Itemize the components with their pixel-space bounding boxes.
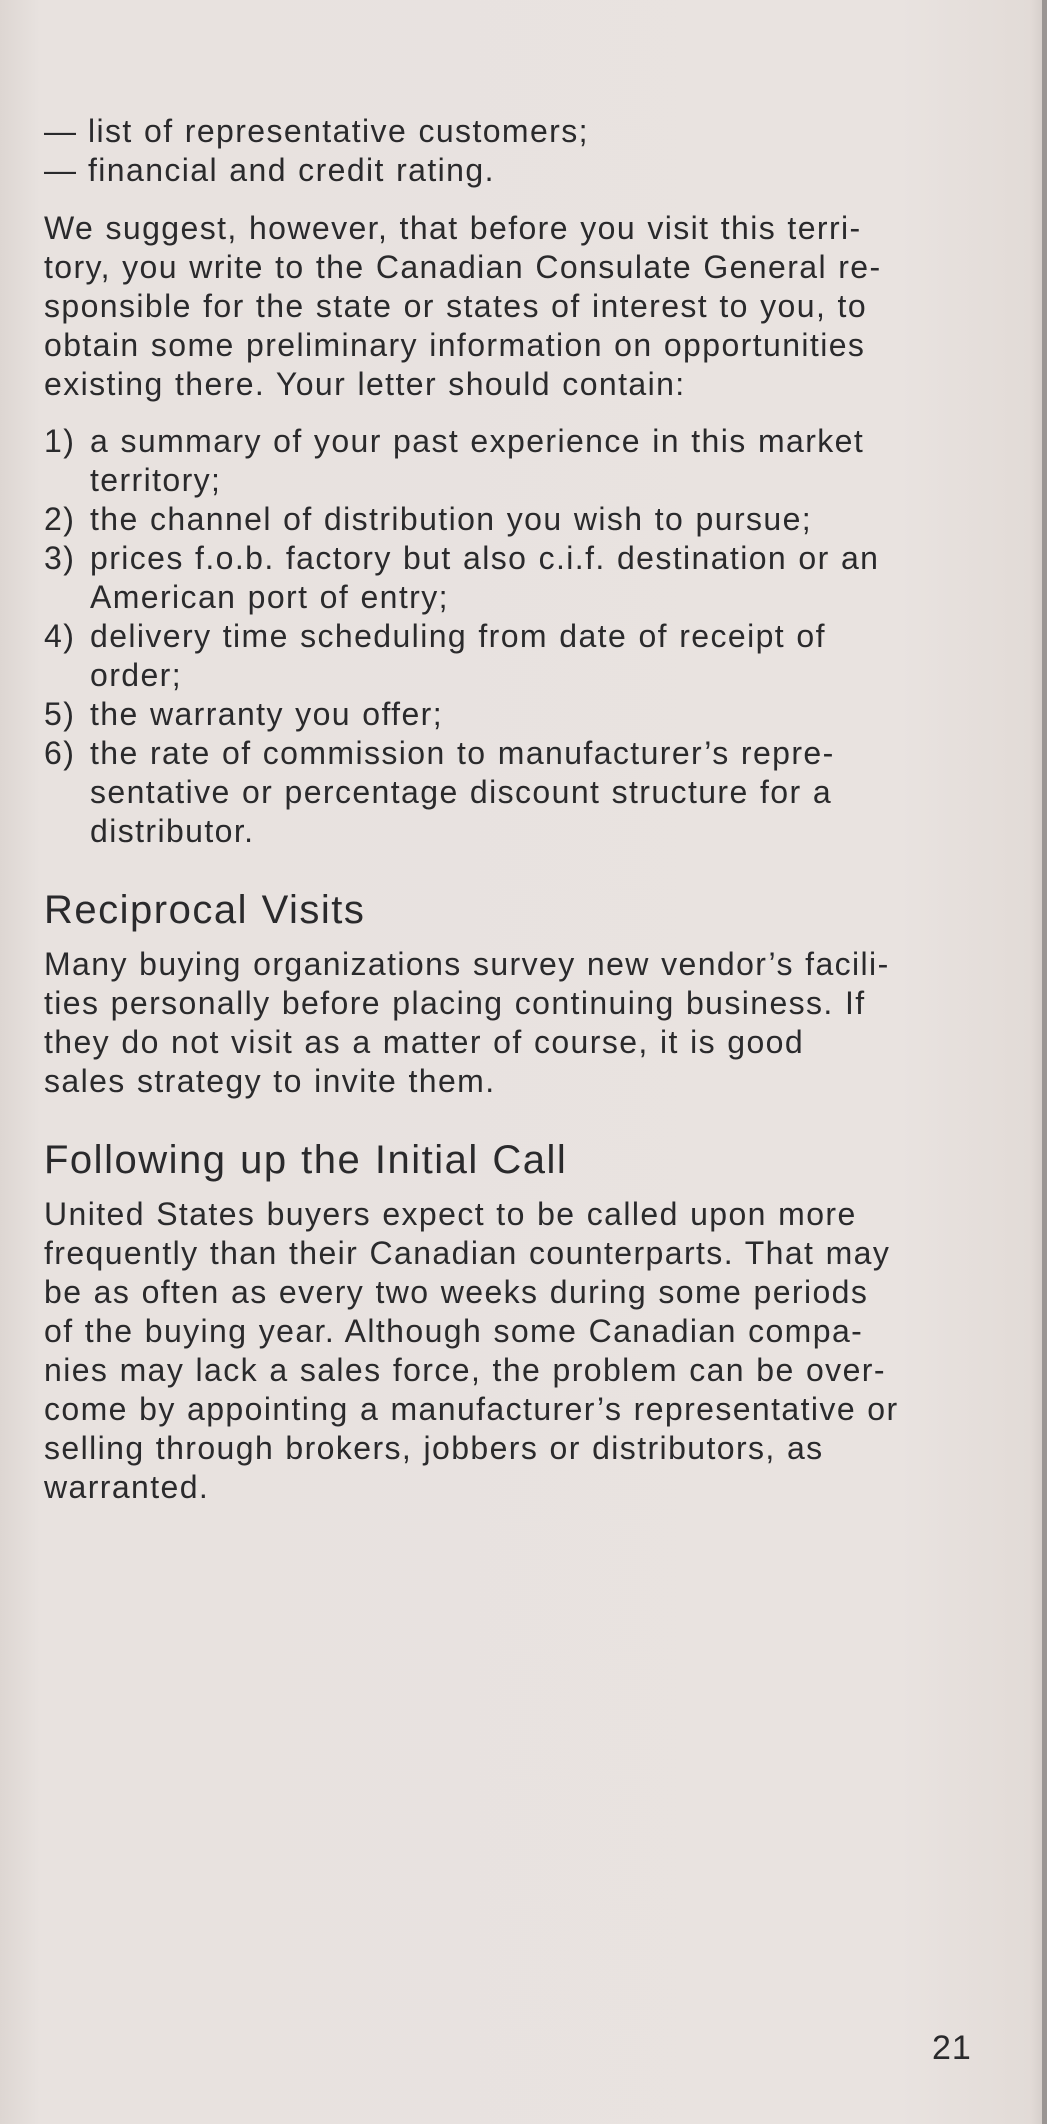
item-text [90,500,974,539]
top-dash-list [44,112,974,190]
list-item [44,617,974,695]
paragraph-line: sponsible for the state or states of interest to you, to [44,288,868,324]
page-number: 21 [932,2029,972,2067]
page-body [44,112,974,1507]
paragraph-line: ties personally before placing continuing business. If [44,985,866,1021]
item-line: territory; [90,462,222,498]
paragraph-line: selling through brokers, jobbers or distributors, as [44,1430,824,1466]
item-text [90,617,974,695]
paragraph-line: United States buyers expect to be called upon more [44,1196,857,1232]
paragraph-line: be as often as every two weeks during some periods [44,1274,869,1310]
item-text [90,539,974,617]
dash-list-text: financial and credit rating. [88,152,495,188]
paragraph-line: Many buying organizations survey new vendor’s facili- [44,946,890,982]
item-number: 4) [44,618,76,654]
intro-paragraph [44,209,974,404]
dash-marker: — [44,152,78,188]
paragraph-line: warranted. [44,1469,210,1505]
item-line: the warranty you offer; [90,696,443,732]
section-paragraph [44,1195,974,1507]
section-heading: Following up the Initial Call [44,1138,568,1182]
paragraph-line: come by appointing a manufacturer’s representative or [44,1391,899,1427]
item-line: American port of entry; [90,579,449,615]
list-item [44,539,974,617]
item-text [90,695,974,734]
item-number: 6) [44,735,76,771]
item-line: distributor. [90,813,255,849]
item-line: order; [90,657,182,693]
paragraph-line: existing there. Your letter should contain: [44,366,686,402]
item-line: prices f.o.b. factory but also c.i.f. destination or an [90,540,880,576]
item-number: 1) [44,423,76,459]
dash-marker: — [44,113,78,149]
dash-list-text: list of representative customers; [88,113,589,149]
list-item [44,422,974,500]
item-line: sentative or percentage discount structure for a [90,774,833,810]
section-heading: Reciprocal Visits [44,888,366,932]
item-number: 3) [44,540,76,576]
paragraph-line: of the buying year. Although some Canadian compa- [44,1313,864,1349]
paragraph-line: tory, you write to the Canadian Consulate General re- [44,249,882,285]
page-edge [1042,0,1047,2124]
list-item [44,734,974,851]
following-up-section [44,1137,974,1507]
paragraph-line: frequently than their Canadian counterparts. That may [44,1235,891,1271]
item-line: the channel of distribution you wish to pursue; [90,501,813,537]
item-line: the rate of commission to manufacturer’s repre- [90,735,835,771]
item-number: 2) [44,501,76,537]
item-line: delivery time scheduling from date of receipt of [90,618,826,654]
paragraph-line: nies may lack a sales force, the problem can be over- [44,1352,886,1388]
reciprocal-visits-section [44,887,974,1101]
dash-list-item [44,112,974,151]
paragraph-line: obtain some preliminary information on opportunities [44,327,866,363]
item-text [90,734,974,851]
item-line: a summary of your past experience in this market [90,423,865,459]
paragraph-line: sales strategy to invite them. [44,1063,496,1099]
paragraph-line: We suggest, however, that before you visit this terri- [44,210,862,246]
item-text [90,422,974,500]
letter-contents-list [44,422,974,851]
dash-list-item [44,151,974,190]
section-paragraph [44,945,974,1101]
item-number: 5) [44,696,76,732]
paragraph-line: they do not visit as a matter of course, it is good [44,1024,805,1060]
list-item [44,695,974,734]
list-item [44,500,974,539]
